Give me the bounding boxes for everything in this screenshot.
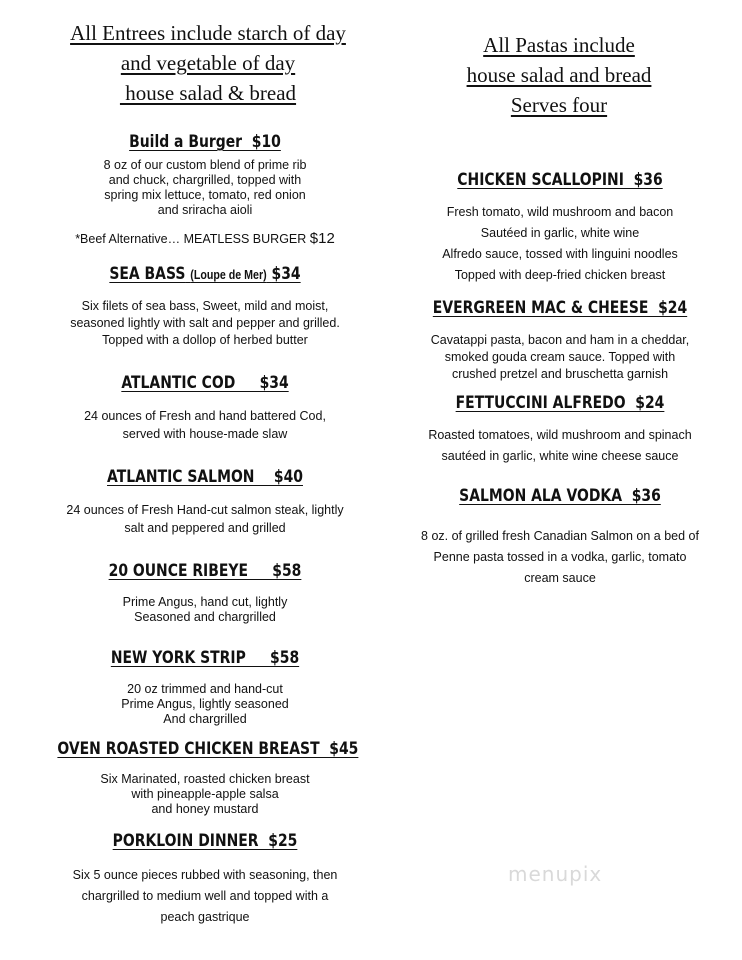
pasta-title: FETTUCCINI ALFREDO $24 bbox=[455, 393, 665, 413]
description-line: served with house-made slaw bbox=[122, 427, 288, 441]
description-line: salt and peppered and grilled bbox=[124, 521, 286, 535]
pasta-description bbox=[395, 425, 725, 467]
entrees-header-line: house salad & bread bbox=[119, 81, 297, 105]
pastas-header-line: house salad and bread bbox=[466, 63, 652, 87]
description-line: 24 ounces of Fresh Hand-cut salmon steak, lightly bbox=[66, 503, 344, 517]
description-line: seasoned lightly with salt and pepper and grilled. bbox=[70, 316, 340, 330]
entrees-header bbox=[30, 18, 386, 108]
entree-title-price: $34 bbox=[271, 264, 301, 284]
entree-description bbox=[25, 407, 385, 443]
entree-title-sub: (Loupe de Mer) bbox=[190, 267, 267, 282]
entrees-header-line: All Entrees include starch of day bbox=[70, 21, 346, 45]
description-line: 8 oz. of grilled fresh Canadian Salmon on a bed of bbox=[421, 529, 699, 543]
description-line: 24 ounces of Fresh and hand battered Cod, bbox=[84, 409, 326, 423]
entree-new-york-strip bbox=[25, 648, 385, 727]
pasta-description bbox=[395, 202, 725, 286]
meatless-burger-price: $12 bbox=[309, 230, 335, 247]
entree-atlantic-cod bbox=[25, 373, 385, 443]
pasta-title: EVERGREEN MAC & CHEESE $24 bbox=[432, 298, 688, 318]
entree-title: PORKLOIN DINNER $25 bbox=[112, 831, 298, 851]
entree-title: Build a Burger $10 bbox=[129, 132, 281, 152]
description-line: Topped with deep-fried chicken breast bbox=[454, 268, 666, 282]
description-line: sautéed in garlic, white wine cheese sauce bbox=[441, 449, 679, 463]
menupix-watermark: menupix bbox=[508, 862, 603, 886]
description-line: Prime Angus, lightly seasoned bbox=[121, 697, 289, 711]
description-line: And chargrilled bbox=[163, 712, 247, 726]
description-line: Roasted tomatoes, wild mushroom and spinach bbox=[428, 428, 692, 442]
entree-title bbox=[57, 264, 352, 284]
description-line: 8 oz of our custom blend of prime rib bbox=[103, 158, 307, 172]
pastas-header-line: Serves four bbox=[510, 93, 608, 117]
entree-porkloin-dinner bbox=[25, 831, 385, 928]
pastas-header bbox=[400, 30, 718, 120]
meatless-burger-text: *Beef Alternative… MEATLESS BURGER bbox=[75, 232, 310, 246]
pasta-salmon-ala-vodka bbox=[395, 486, 725, 589]
entree-description bbox=[25, 772, 385, 817]
description-line: Alfredo sauce, tossed with linguini noodles bbox=[442, 247, 678, 261]
entree-sea-bass bbox=[25, 264, 385, 349]
entree-title: ATLANTIC SALMON $40 bbox=[107, 467, 303, 487]
entree-atlantic-salmon bbox=[25, 467, 385, 537]
entree-description bbox=[25, 298, 385, 349]
description-line: and chuck, chargrilled, topped with bbox=[108, 173, 302, 187]
entree-title: OVEN ROASTED CHICKEN BREAST $45 bbox=[57, 739, 359, 759]
pasta-description bbox=[395, 332, 725, 383]
description-line: spring mix lettuce, tomato, red onion bbox=[104, 188, 306, 202]
pasta-description bbox=[395, 526, 725, 589]
pasta-title: CHICKEN SCALLOPINI $36 bbox=[457, 170, 663, 190]
pastas-header-line: All Pastas include bbox=[483, 33, 635, 57]
description-line: Seasoned and chargrilled bbox=[134, 610, 276, 624]
pasta-evergreen-mac-and-cheese bbox=[395, 298, 725, 383]
pasta-fettuccini-alfredo bbox=[395, 393, 725, 467]
description-line: 20 oz trimmed and hand-cut bbox=[127, 682, 283, 696]
pasta-title: SALMON ALA VODKA $36 bbox=[459, 486, 661, 506]
description-line: crushed pretzel and bruschetta garnish bbox=[451, 367, 669, 381]
description-line: and honey mustard bbox=[151, 802, 259, 816]
description-line: peach gastrique bbox=[160, 910, 250, 924]
entree-title: ATLANTIC COD $34 bbox=[121, 373, 289, 393]
description-line: cream sauce bbox=[524, 571, 596, 585]
entree-description bbox=[25, 865, 385, 928]
description-line: Prime Angus, hand cut, lightly bbox=[122, 595, 288, 609]
entree-title-main: SEA BASS bbox=[109, 264, 186, 284]
entree-description bbox=[25, 682, 385, 727]
entree-20-ounce-ribeye bbox=[25, 561, 385, 625]
meatless-burger-note bbox=[25, 230, 385, 247]
entree-build-a-burger bbox=[25, 132, 385, 247]
description-line: chargrilled to medium well and topped with a bbox=[81, 889, 329, 903]
description-line: and sriracha aioli bbox=[157, 203, 253, 217]
entree-title: NEW YORK STRIP $58 bbox=[110, 648, 300, 668]
description-line: Penne pasta tossed in a vodka, garlic, tomato bbox=[433, 550, 687, 564]
description-line: Fresh tomato, wild mushroom and bacon bbox=[446, 205, 674, 219]
description-line: Sautéed in garlic, white wine bbox=[480, 226, 640, 240]
entrees-header-line: and vegetable of day bbox=[120, 51, 296, 75]
description-line: Topped with a dollop of herbed butter bbox=[102, 333, 308, 347]
description-line: Six filets of sea bass, Sweet, mild and moist, bbox=[81, 299, 329, 313]
pasta-chicken-scallopini bbox=[395, 170, 725, 286]
description-line: smoked gouda cream sauce. Topped with bbox=[444, 350, 676, 364]
entree-description bbox=[25, 595, 385, 625]
description-line: Six Marinated, roasted chicken breast bbox=[100, 772, 310, 786]
description-line: with pineapple-apple salsa bbox=[131, 787, 279, 801]
entree-title: 20 OUNCE RIBEYE $58 bbox=[108, 561, 302, 581]
entree-description bbox=[25, 501, 385, 537]
entree-oven-roasted-chicken-breast bbox=[25, 739, 385, 817]
description-line: Cavatappi pasta, bacon and ham in a cheddar, bbox=[430, 333, 690, 347]
entree-description bbox=[25, 158, 385, 218]
description-line: Six 5 ounce pieces rubbed with seasoning, then bbox=[72, 868, 338, 882]
